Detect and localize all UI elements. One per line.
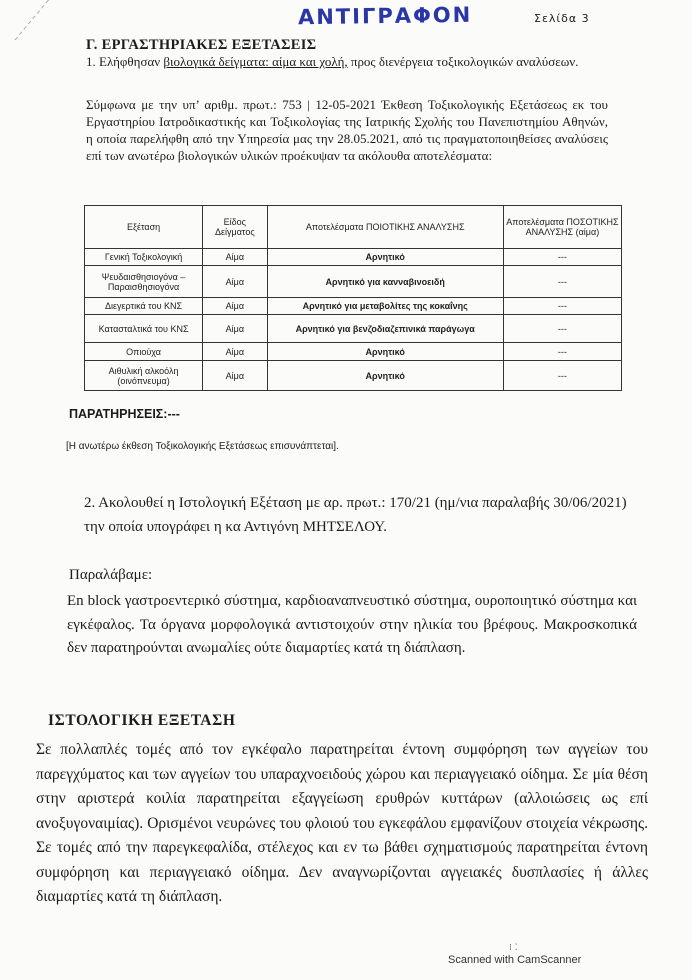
histology-title: ΙΣΤΟΛΟΓΙΚΗ ΕΞΕΤΑΣΗ: [48, 712, 236, 729]
cell-qualitative: Αρνητικό: [267, 249, 503, 266]
table-header-row: [85, 206, 622, 249]
table-row: [85, 249, 622, 266]
header-quantitative: Αποτελέσματα ΠΟΣΟΤΙΚΗΣ ΑΝΑΛΥΣΗΣ (αίμα): [503, 206, 621, 249]
cell-quantitative: ---: [503, 343, 621, 361]
header-qualitative: Αποτελέσματα ΠΟΙΟΤΙΚΗΣ ΑΝΑΛΥΣΗΣ: [267, 206, 503, 249]
cell-qualitative: Αρνητικό: [267, 343, 503, 361]
received-paragraph: En block γαστροεντερικό σύστημα, καρδιοαναπνευστικό σύστημα, ουροποιητικό σύστημα και εγκέφαλος. Τα όργανα μορφολογικά αντιστοιχούν στην ηλικία του βρέφους. Μακροσκοπικά δεν παρατηρούνται ανωμαλίες ούτε διαμαρτίες κατά τη διάπλαση.: [67, 593, 637, 656]
item1-suffix: προς διενέργεια τοξικολογικών αναλύσεων.: [347, 54, 579, 69]
cell-qualitative: Αρνητικό για μεταβολίτες της κοκαΐνης: [267, 298, 503, 315]
cell-qualitative: Αρνητικό: [267, 361, 503, 391]
item1-samples: βιολογικά δείγματα: αίμα και χολή,: [163, 54, 348, 69]
cell-sample: Αίμα: [203, 298, 267, 315]
cell-sample: Αίμα: [203, 315, 267, 343]
table-row: [85, 315, 622, 343]
item1-paragraph: [86, 53, 606, 70]
notes-label: ΠΑΡΑΤΗΡΗΣΕΙΣ:---: [69, 407, 180, 421]
cell-quantitative: ---: [503, 249, 621, 266]
cell-exam: Κατασταλτικά του ΚΝΣ: [85, 315, 203, 343]
cell-sample: Αίμα: [203, 266, 267, 298]
table-row: [85, 343, 622, 361]
histology-paragraph: Σε πολλαπλές τομές από τον εγκέφαλο παρατηρείται έντονη συμφόρηση των αγγείων του παρεγχύματος και των αγγείων του υπαραχνοειδούς χώρου και περιαγγειακό οίδημα. Σε μία θέση στην αριστερά κοιλία παρατηρείται εξαγγείωση ερυθρών κυττάρων (αλλοιώσεις ως επί ανοξυγοναιμίας). Ορισμένοι νευρώνες του φλοιού του εγκεφάλου εμφανίζουν στοιχεία νέκρωσης. Σε τομές από την παρεγκεφαλίδα, στέλεχος και εν τω βάθει σχηματισμούς παρατηρείται έντονη συμφόρηση και περιαγγειακό οίδημα. Δεν αναγνωρίζονται αγγειακές δυσπλασίες ή άλλες διαμαρτίες κατά τη διάπλαση.: [36, 741, 648, 905]
table-row: [85, 266, 622, 298]
cell-sample: Αίμα: [203, 249, 267, 266]
cell-qualitative: Αρνητικό για βενζοδιαζεπινικά παράγωγα: [267, 315, 503, 343]
cell-exam: Διεγερτικά του ΚΝΣ: [85, 298, 203, 315]
cell-exam: Οπιούχα: [85, 343, 203, 361]
copy-stamp: ΑΝΤΙΓΡΑΦΟΝ: [297, 2, 473, 30]
attached-note: [Η ανωτέρω έκθεση Τοξικολογικής Εξετάσεως επισυνάπτεται].: [66, 441, 339, 452]
page-number: Σελίδα 3: [534, 12, 590, 25]
toxicology-report-paragraph: Σύμφωνα με την υπ’ αριθμ. πρωτ.: 753 | 12-05-2021 Έκθεση Τοξικολογικής Εξετάσεως εκ του Εργαστηρίου Ιατροδικαστικής και Τοξικολογίας της Ιατρικής Σχολής του Πανεπιστημίου Αθηνών, η οποία παρελήφθη από την Υπηρεσία μας την 28.05.2021, από τις πραγματοποιηθείσες αναλύσεις επί των ανωτέρω βιολογικών υλικών προέκυψαν τα ακόλουθα αποτελέσματα:: [86, 97, 608, 163]
cell-quantitative: ---: [503, 298, 621, 315]
scanner-watermark: Scanned with CamScanner: [448, 954, 582, 966]
received-label: Παραλάβαμε:: [69, 567, 153, 583]
cell-quantitative: ---: [503, 361, 621, 391]
cell-sample: Αίμα: [203, 343, 267, 361]
cell-exam: Αιθυλική αλκοόλη (οινόπνευμα): [85, 361, 203, 391]
histology-reference-paragraph: 2. Ακολουθεί η Ιστολογική Εξέταση με αρ. πρωτ.: 170/21 (ημ/νια παραλαβής 30/06/2021) την οποία υπογράφει η κα Αντιγόνη ΜΗΤΣΕΛΟΥ.: [84, 495, 627, 535]
table-row: [85, 298, 622, 315]
header-sample-type: Είδος Δείγματος: [203, 206, 267, 249]
page-fold-corner: [0, 0, 49, 40]
cell-exam: Ψευδαισθησιογόνα – Παραισθησιογόνα: [85, 266, 203, 298]
toxicology-results-table: [84, 205, 622, 391]
cell-sample: Αίμα: [203, 361, 267, 391]
cell-exam: Γενική Τοξικολογική: [85, 249, 203, 266]
section-title-lab-exams: Γ. ΕΡΓΑΣΤΗΡΙΑΚΕΣ ΕΞΕΤΑΣΕΙΣ: [86, 37, 317, 53]
item1-prefix: 1. Ελήφθησαν: [86, 54, 164, 69]
cell-qualitative: Αρνητικό για κανναβινοειδή: [267, 266, 503, 298]
cell-quantitative: ---: [503, 266, 621, 298]
table-row: [85, 361, 622, 391]
cell-quantitative: ---: [503, 315, 621, 343]
header-exam: Εξέταση: [85, 206, 203, 249]
scanner-logo-icon: ⁞ ⁚: [509, 943, 518, 953]
